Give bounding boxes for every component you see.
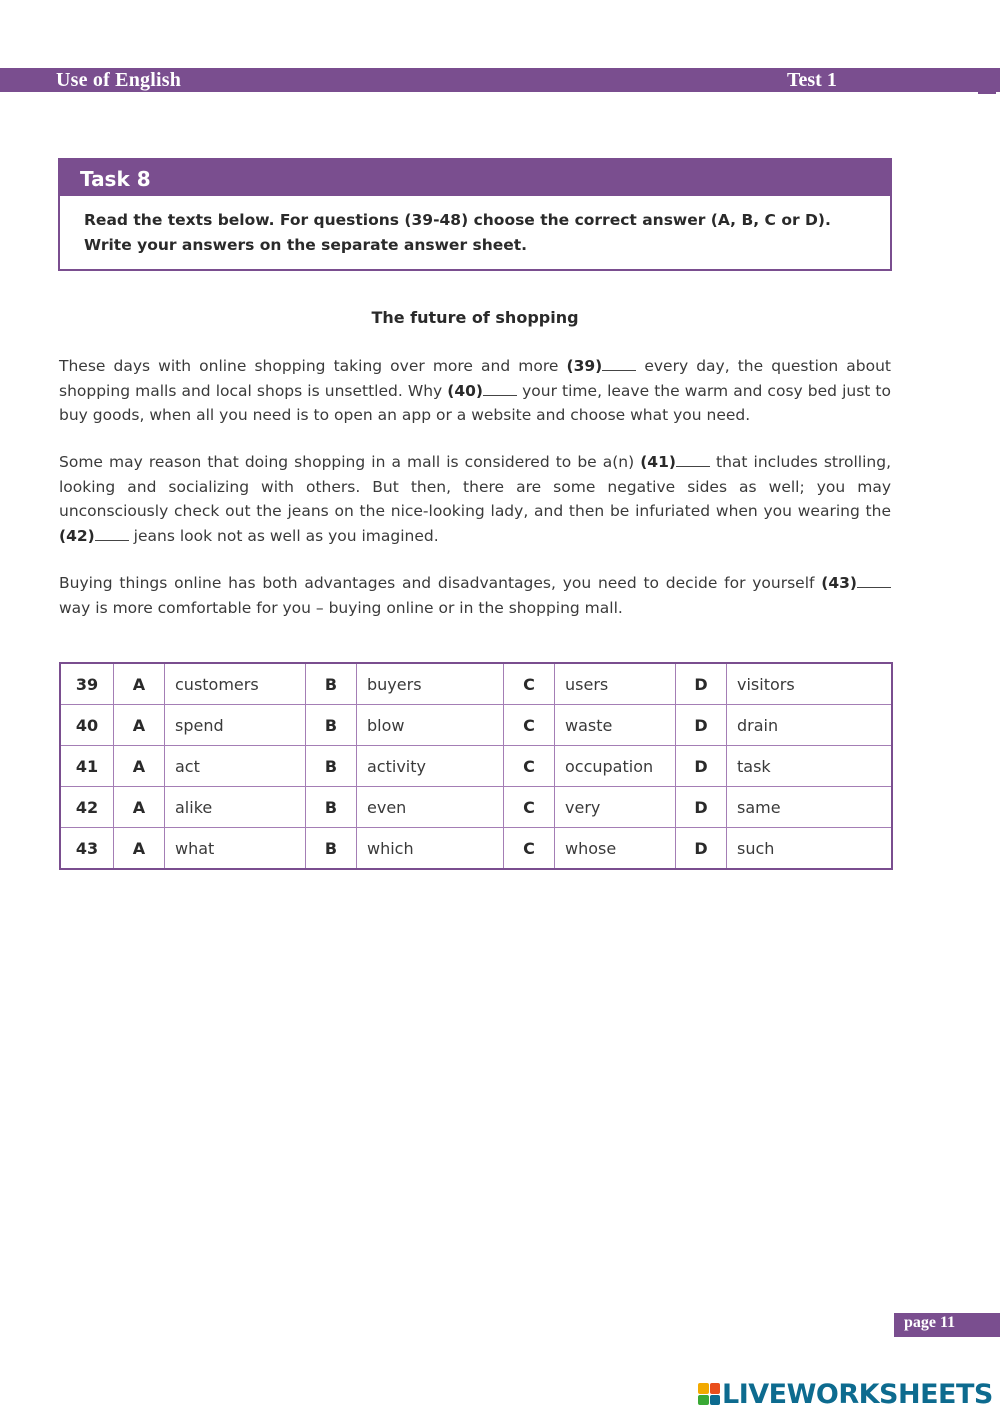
option-letter: A	[114, 746, 165, 787]
question-number: (40)	[447, 381, 484, 400]
option-c[interactable]: waste	[555, 705, 676, 746]
question-number-cell: 41	[60, 746, 114, 787]
option-b[interactable]: blow	[357, 705, 504, 746]
option-b[interactable]: activity	[357, 746, 504, 787]
option-d[interactable]: task	[727, 746, 893, 787]
question-number: (42)	[59, 526, 95, 545]
option-letter: C	[504, 705, 555, 746]
paragraph-text: way is more comfortable for you – buying online or in the shopping mall.	[59, 598, 623, 617]
paragraph-text: Some may reason that doing shopping in a mall is considered to be a(n)	[59, 453, 641, 471]
option-letter: B	[306, 705, 357, 746]
option-letter: C	[504, 787, 555, 828]
question-number-cell: 39	[60, 663, 114, 705]
paragraph-3	[59, 571, 891, 620]
option-c[interactable]: very	[555, 787, 676, 828]
option-letter: A	[114, 828, 165, 870]
task-title: Task 8	[60, 160, 890, 196]
liveworksheets-logo[interactable]	[698, 1378, 993, 1410]
option-c[interactable]: occupation	[555, 746, 676, 787]
option-a[interactable]: what	[165, 828, 306, 870]
option-b[interactable]: buyers	[357, 663, 504, 705]
page-number: page 11	[904, 1314, 956, 1331]
table-row	[60, 787, 892, 828]
question-number: (43)	[821, 574, 857, 592]
header-tab-decoration	[978, 80, 996, 94]
test-label: Test 1	[787, 69, 837, 91]
option-d[interactable]: same	[727, 787, 893, 828]
option-letter: B	[306, 663, 357, 705]
paragraph-1	[59, 354, 891, 428]
answer-options-table	[59, 662, 893, 870]
option-letter: B	[306, 787, 357, 828]
option-letter: C	[504, 746, 555, 787]
gap-blank	[483, 383, 517, 396]
option-a[interactable]: alike	[165, 787, 306, 828]
paragraph-text: your time, leave the warm and cosy bed just to buy goods, when all you need is to open an app or a website and choose what you need.	[59, 381, 891, 424]
table-row	[60, 828, 892, 870]
option-letter: A	[114, 787, 165, 828]
option-d[interactable]: such	[727, 828, 893, 870]
option-c[interactable]: whose	[555, 828, 676, 870]
option-letter: D	[676, 746, 727, 787]
gap-blank	[602, 358, 636, 371]
option-a[interactable]: act	[165, 746, 306, 787]
paragraph-text: Buying things online has both advantages and disadvantages, you need to decide for yourself	[59, 574, 822, 592]
option-letter: A	[114, 705, 165, 746]
gap-blank	[95, 528, 129, 541]
question-number-cell: 42	[60, 787, 114, 828]
option-letter: D	[676, 705, 727, 746]
option-b[interactable]: which	[357, 828, 504, 870]
option-letter: B	[306, 746, 357, 787]
paragraph-text: These days with online shopping taking over more and more	[59, 357, 567, 375]
question-number-cell: 43	[60, 828, 114, 870]
option-letter: A	[114, 663, 165, 705]
option-letter: C	[504, 663, 555, 705]
header-bar	[0, 68, 1000, 92]
gap-blank	[857, 575, 891, 588]
table-row	[60, 746, 892, 787]
option-letter: D	[676, 828, 727, 870]
article-title: The future of shopping	[371, 308, 579, 327]
option-a[interactable]: customers	[165, 663, 306, 705]
task-instruction: Read the texts below. For questions (39-48) choose the correct answer (A, B, C or D). Write your answers on the separate answer sheet.	[84, 211, 831, 254]
page-number-tab	[894, 1313, 1000, 1337]
option-letter: D	[676, 663, 727, 705]
paragraph-text: every day, the question about shopping malls and local shops is unsettled. Why	[59, 357, 891, 400]
option-c[interactable]: users	[555, 663, 676, 705]
paragraph-2	[59, 450, 891, 548]
section-title: Use of English	[56, 69, 182, 91]
table-row	[60, 663, 892, 705]
logo-text: LIVEWORKSHEETS	[722, 1378, 993, 1410]
option-letter: B	[306, 828, 357, 870]
option-d[interactable]: visitors	[727, 663, 893, 705]
gap-blank	[676, 454, 710, 467]
option-a[interactable]: spend	[165, 705, 306, 746]
paragraph-text: jeans look not as well as you imagined.	[128, 526, 439, 545]
question-number: (41)	[640, 453, 676, 471]
option-d[interactable]: drain	[727, 705, 893, 746]
option-b[interactable]: even	[357, 787, 504, 828]
option-letter: C	[504, 828, 555, 870]
task-box	[58, 158, 892, 271]
question-number-cell: 40	[60, 705, 114, 746]
option-letter: D	[676, 787, 727, 828]
logo-icon	[698, 1383, 720, 1405]
question-number: (39)	[566, 357, 603, 375]
table-row	[60, 705, 892, 746]
paragraph-text: that includes strolling, looking and socializing with others. But then, there are some negative sides as well; you may unconsciously check out the jeans on the nice-looking lady, and then be infuriated when you wearing the	[59, 453, 891, 520]
